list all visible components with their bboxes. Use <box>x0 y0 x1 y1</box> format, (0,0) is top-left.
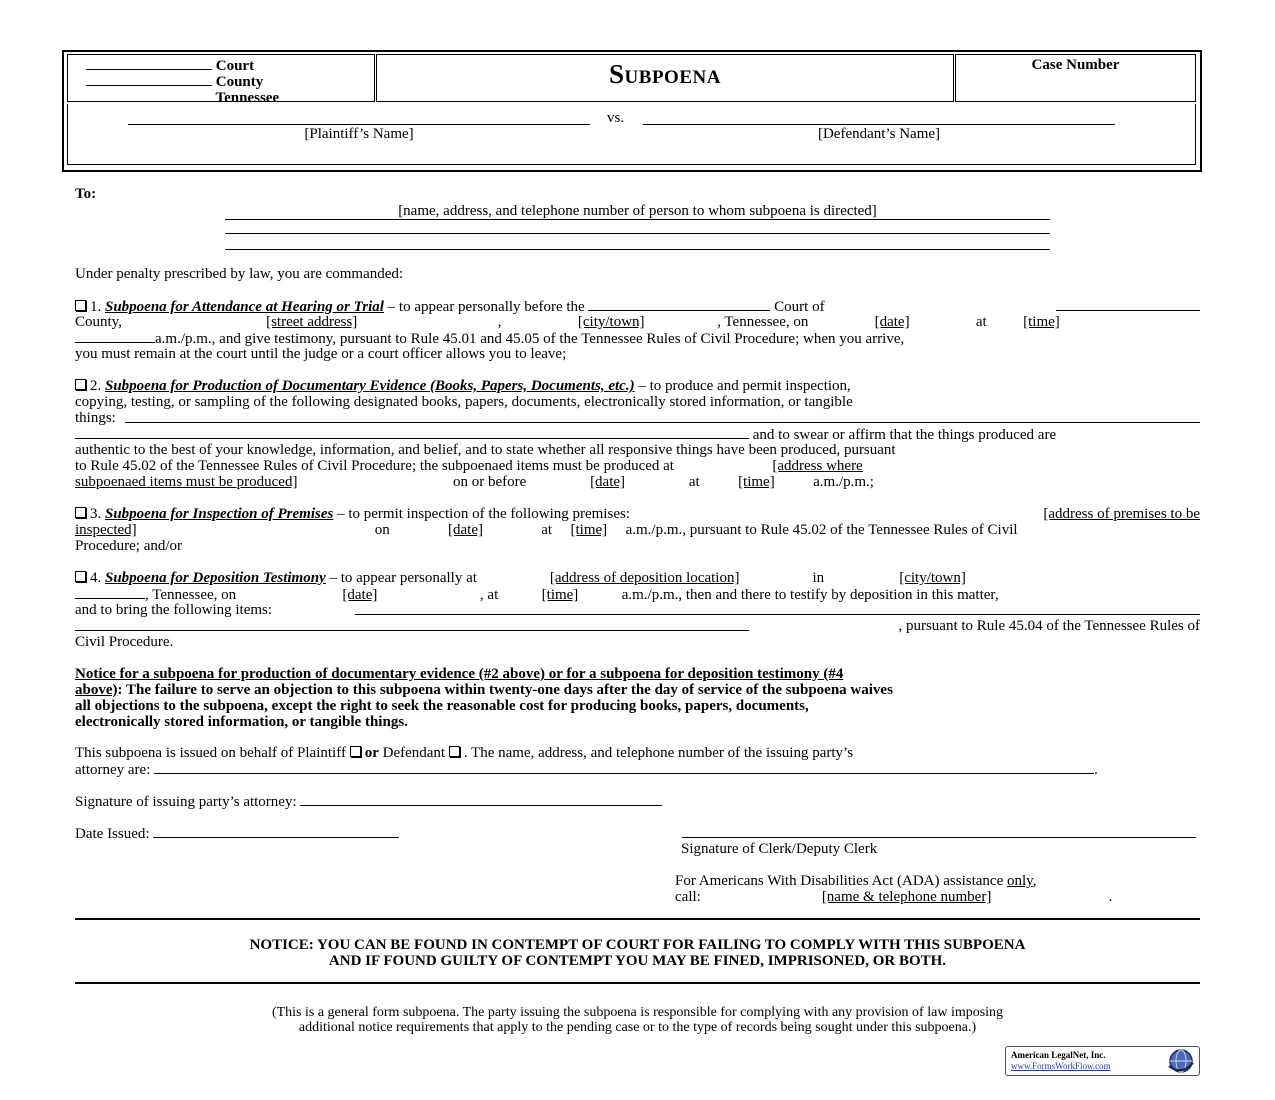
attorney-signature-label: Signature of issuing party’s attorney: <box>75 794 297 810</box>
item3-at: at <box>541 522 553 538</box>
item2-on-or-before: on or before <box>453 474 527 490</box>
item2-text6: to Rule 45.02 of the Tennessee Rules of Civil Procedure; the subpoenaed items must be produced at <box>75 458 674 474</box>
item2-title: Subpoena for Production of Documentary Evidence (Books, Papers, Documents, etc.) <box>105 378 635 394</box>
item2-line3 <box>75 410 1200 426</box>
plaintiff-checkbox[interactable] <box>350 746 361 757</box>
court-line <box>86 57 254 74</box>
item2-address-field-2[interactable] <box>75 474 453 490</box>
item2-date-placeholder: [date] <box>590 474 626 490</box>
item4-city-placeholder: [city/town] <box>899 570 966 586</box>
item1-court-blank[interactable] <box>588 298 770 311</box>
item2-text4: and to swear or affirm that the things produced are <box>752 427 1057 443</box>
logo-company: American LegalNet, Inc. <box>1011 1050 1106 1060</box>
objection-notice-line3: all objections to the subpoena, except the right to seek the reasonable cost for producing books, papers, documents, <box>75 698 809 714</box>
item2-text1: – to produce and permit inspection, <box>638 378 851 394</box>
item1-at: at <box>975 314 987 330</box>
item1-city-placeholder: [city/town] <box>577 314 645 330</box>
item3-title: Subpoena for Inspection of Premises <box>105 506 334 522</box>
court-blank[interactable] <box>86 57 212 70</box>
objection-notice-text1: : The failure to serve an objection to this subpoena within twenty-one days after the day of service of the subpoena waives <box>117 682 893 698</box>
item2-checkbox[interactable] <box>75 379 86 390</box>
item1-county-blank[interactable] <box>1056 298 1200 311</box>
vs-label: vs. <box>607 110 625 126</box>
publisher-logo[interactable] <box>1005 1046 1200 1076</box>
item2-things-blank-2[interactable] <box>75 426 749 439</box>
court-cell <box>67 54 375 106</box>
item4-at: , at <box>479 587 499 603</box>
item2-time-field[interactable] <box>703 474 809 490</box>
footer-note-line1: (This is a general form subpoena. The party issuing the subpoena is responsible for complying with any provision of law imposing <box>271 1005 1004 1020</box>
clerk-signature-blank[interactable] <box>682 825 1196 838</box>
parties-row <box>67 104 1196 165</box>
item3-number: 3. <box>90 506 102 522</box>
divider-top <box>75 918 1200 920</box>
ada-text1: For Americans With Disabilities Act (ADA) assistance <box>675 873 1004 889</box>
item4-time-field[interactable] <box>502 587 618 603</box>
item1-city-field[interactable] <box>505 314 717 330</box>
objection-notice-heading-2: above) <box>75 682 118 698</box>
item2-number: 2. <box>90 378 102 394</box>
to-label: To: <box>75 186 97 202</box>
item4-line3 <box>75 602 1200 618</box>
objection-notice-heading-1: Notice for a subpoena for production of documentary evidence (#2 above) or for a subpoena for deposition testimony (#4 <box>75 666 844 682</box>
attorney-signature-blank[interactable] <box>300 793 662 806</box>
item1-title: Subpoena for Attendance at Hearing or Trial <box>105 299 384 315</box>
attorney-info-blank[interactable] <box>154 761 1094 774</box>
item4-items-label: and to bring the following items: <box>75 602 273 618</box>
item3-line2 <box>75 522 1200 538</box>
date-issued-line <box>75 825 399 842</box>
item1-text4: , Tennessee, on <box>717 314 809 330</box>
item4-location-placeholder: [address of deposition location] <box>549 570 740 586</box>
item3-premises-field-1[interactable] <box>848 506 1200 522</box>
item4-line5: Civil Procedure. <box>75 634 174 650</box>
objection-notice-line1 <box>75 666 1200 682</box>
issued-text1: This subpoena is issued on behalf of Plaintiff <box>75 745 346 761</box>
issued-or: or <box>364 745 379 761</box>
item1-ampm-blank[interactable] <box>75 330 155 343</box>
item3-date-field[interactable] <box>394 522 538 538</box>
item1-street-placeholder: [street address] <box>266 314 358 330</box>
plaintiff-name-blank[interactable] <box>128 112 590 125</box>
item4-city-field[interactable] <box>828 570 966 586</box>
item4-location-field[interactable] <box>481 570 809 586</box>
item4-items-blank-1[interactable] <box>355 602 1200 615</box>
item3-premises-placeholder-1: [address of premises to be <box>1043 506 1200 522</box>
footer-note-line2: additional notice requirements that apply to the pending case or to the type of records being sought under this subpoena.) <box>298 1020 977 1035</box>
item3-time-field[interactable] <box>556 522 622 538</box>
state-blank[interactable] <box>86 89 212 102</box>
divider-bottom <box>75 982 1200 984</box>
county-blank[interactable] <box>86 73 212 86</box>
county-line <box>86 73 263 90</box>
item1-number: 1. <box>90 299 102 315</box>
item2-at: at <box>688 474 700 490</box>
ada-contact-field[interactable] <box>705 889 1109 905</box>
contempt-notice-line2: AND IF FOUND GUILTY OF CONTEMPT YOU MAY BE FINED, IMPRISONED, OR BOTH. <box>328 953 947 969</box>
item2-address-placeholder-2: subpoenaed items must be produced] <box>75 474 298 490</box>
clerk-signature-label: Signature of Clerk/Deputy Clerk <box>681 841 878 857</box>
item4-text5: , pursuant to Rule 45.04 of the Tennessee Rules of <box>898 618 1200 634</box>
item4-number: 4. <box>90 570 102 586</box>
item1-line2: County, [street address] , [city/town] , Tennessee, on [date] at [time] <box>75 314 1200 330</box>
item1-time-placeholder: [time] <box>1023 314 1060 330</box>
item1-text1: – to appear personally before the <box>387 299 585 315</box>
item3-date-placeholder: [date] <box>448 522 483 538</box>
item2-line6 <box>75 458 1200 474</box>
defendant-label: Defendant <box>382 745 446 761</box>
case-number-cell[interactable] <box>955 54 1196 102</box>
item3-text1: – to permit inspection of the following premises: <box>337 506 630 522</box>
date-issued-blank[interactable] <box>153 825 399 838</box>
ada-call-label: call: <box>675 889 701 905</box>
ada-line2: call: [name & telephone number] . <box>675 889 1113 905</box>
item2-ampm: a.m./p.m.; <box>813 474 874 490</box>
plaintiff-name-label: [Plaintiff’s Name] <box>304 126 414 142</box>
intro-text: Under penalty prescribed by law, you are commanded: <box>75 266 404 282</box>
contempt-notice-line1: NOTICE: YOU CAN BE FOUND IN CONTEMPT OF COURT FOR FAILING TO COMPLY WITH THIS SUBPOENA <box>249 937 1026 953</box>
recipient-line-3[interactable] <box>225 249 1050 250</box>
item1-date-field[interactable] <box>812 314 972 330</box>
signature-line <box>75 793 1200 810</box>
page-title: Subpoena <box>609 59 721 89</box>
item3-line1 <box>75 506 1200 522</box>
item3-on: on <box>374 522 390 538</box>
item1-text2: Court of <box>774 299 825 315</box>
item4-time-placeholder: [time] <box>541 587 579 603</box>
item1-checkbox[interactable] <box>75 300 86 311</box>
item2-time-placeholder: [time] <box>738 474 775 490</box>
item1-street-field[interactable] <box>126 314 498 330</box>
case-number-label: Case Number <box>1031 57 1120 73</box>
item1-line1 <box>75 298 1200 314</box>
recipient-field[interactable] <box>225 203 1050 220</box>
item2-address-placeholder-1: [address where <box>772 458 863 474</box>
item4-in: in <box>812 570 825 586</box>
objection-notice-line4: electronically stored information, or tangible things. <box>75 714 408 730</box>
item2-line1 <box>75 378 1200 394</box>
ada-contact-placeholder: [name & telephone number] <box>821 889 992 905</box>
item2-things-blank-1[interactable] <box>125 410 1200 423</box>
item4-checkbox[interactable] <box>75 571 86 582</box>
item3-checkbox[interactable] <box>75 507 86 518</box>
item4-title: Subpoena for Deposition Testimony <box>105 570 326 586</box>
objection-notice-line2 <box>75 682 1200 698</box>
item1-line3 <box>75 330 1200 347</box>
defendant-name-label: [Defendant’s Name] <box>817 126 941 142</box>
item2-line4 <box>75 426 1200 442</box>
attorney-label: attorney are: <box>75 762 151 778</box>
item1-time-field[interactable] <box>990 314 1092 330</box>
item4-text2: , Tennessee, on <box>145 587 237 603</box>
recipient-line-2[interactable] <box>225 233 1050 234</box>
item3-time-placeholder: [time] <box>570 522 608 538</box>
defendant-checkbox[interactable] <box>449 746 460 757</box>
item1-text5: a.m./p.m., and give testimony, pursuant to Rule 45.01 and 45.05 of the Tennessee Rules of Civil Procedure; when you arrive, <box>155 331 905 347</box>
item3-premises-field-2[interactable] <box>75 522 371 538</box>
title-cell <box>376 54 954 102</box>
ada-only: only <box>1006 873 1033 889</box>
issued-line2: attorney are: . <box>75 762 1098 778</box>
state-label: Tennessee <box>215 90 280 106</box>
item3-text2: a.m./p.m., pursuant to Rule 45.02 of the Tennessee Rules of Civil <box>625 522 1018 538</box>
item1-county-label: County, <box>75 314 122 330</box>
item2-address-field-1[interactable] <box>678 458 863 474</box>
court-label: Court <box>215 58 255 74</box>
item4-text3: a.m./p.m., then and there to testify by deposition in this matter, <box>621 587 999 603</box>
item2-date-field[interactable] <box>530 474 685 490</box>
item4-date-field[interactable] <box>240 587 480 603</box>
item2-line5: authentic to the best of your knowledge, information, and belief, and to state whether all responsive things have been produced, pursuant <box>75 442 896 458</box>
item3-premises-placeholder-2: inspected] <box>75 522 137 538</box>
recipient-placeholder: [name, address, and telephone number of person to whom subpoena is directed] <box>398 203 877 219</box>
item4-items-blank-2[interactable] <box>75 618 749 631</box>
defendant-name-blank[interactable] <box>643 112 1115 125</box>
item2-line2: copying, testing, or sampling of the following designated books, papers, documents, electronically stored information, or tangible <box>75 394 853 410</box>
item4-line2 <box>75 586 1200 603</box>
issued-text2: . The name, address, and telephone number of the issuing party’s <box>463 745 854 761</box>
item4-text1: – to appear personally at <box>329 570 477 586</box>
issued-line1 <box>75 745 1200 761</box>
globe-icon <box>1166 1048 1196 1074</box>
header-box <box>62 50 1202 172</box>
item3-line3: Procedure; and/or <box>75 538 183 554</box>
item4-line1 <box>75 570 1200 586</box>
date-issued-label: Date Issued: <box>75 826 150 842</box>
item4-date-placeholder: [date] <box>342 587 378 603</box>
county-label: County <box>215 74 264 90</box>
item2-things-label: things: <box>75 410 116 426</box>
item4-city-blank[interactable] <box>75 586 145 599</box>
item2-line7 <box>75 474 1200 490</box>
item1-line4: you must remain at the court until the judge or a court officer allows you to leave; <box>75 346 567 362</box>
item1-date-placeholder: [date] <box>874 314 910 330</box>
logo-url[interactable]: www.FormsWorkFlow.com <box>1011 1061 1111 1071</box>
ada-line1: For Americans With Disabilities Act (ADA) assistance only, <box>675 873 1037 889</box>
item4-line4 <box>75 618 1200 634</box>
